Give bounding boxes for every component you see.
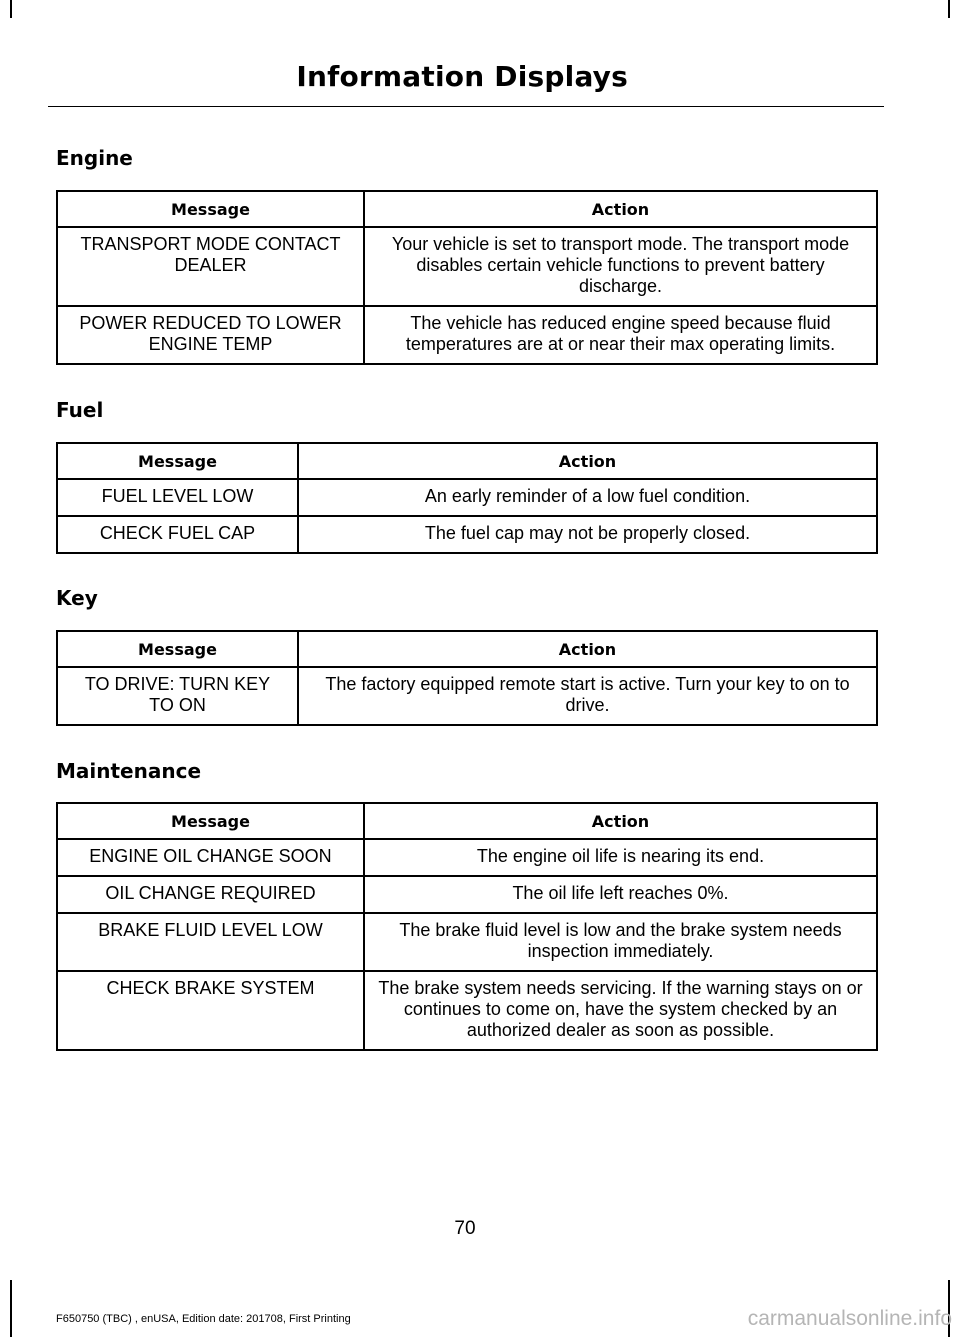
key-table: [56, 630, 878, 726]
message-cell: ENGINE OIL CHANGE SOON: [57, 839, 364, 876]
header-divider: [48, 106, 884, 107]
table-header-row: [57, 631, 877, 667]
column-header-action: Action: [364, 803, 877, 839]
table-row: [57, 971, 877, 1050]
action-cell: An early reminder of a low fuel condition.: [298, 479, 877, 516]
message-cell: TRANSPORT MODE CONTACT DEALER: [57, 227, 364, 306]
message-cell: FUEL LEVEL LOW: [57, 479, 298, 516]
table-row: [57, 839, 877, 876]
section-heading-maintenance: Maintenance: [56, 759, 202, 783]
message-cell: TO DRIVE: TURN KEY TO ON: [57, 667, 298, 725]
action-cell: The brake system needs servicing. If the warning stays on or continues to come on, have the system checked by an authorized dealer as soon as possible.: [364, 971, 877, 1050]
column-header-message: Message: [57, 191, 364, 227]
action-cell: The engine oil life is nearing its end.: [364, 839, 877, 876]
action-cell: The brake fluid level is low and the brake system needs inspection immediately.: [364, 913, 877, 971]
action-cell: Your vehicle is set to transport mode. The transport mode disables certain vehicle functions to prevent battery discharge.: [364, 227, 877, 306]
table-row: [57, 306, 877, 364]
footer-edition-info: F650750 (TBC) , enUSA, Edition date: 201708, First Printing: [56, 1313, 351, 1325]
crop-mark: [10, 1280, 12, 1337]
column-header-action: Action: [298, 443, 877, 479]
watermark: carmanualsonline.info: [747, 1307, 952, 1330]
column-header-message: Message: [57, 803, 364, 839]
message-cell: POWER REDUCED TO LOWER ENGINE TEMP: [57, 306, 364, 364]
message-cell: BRAKE FLUID LEVEL LOW: [57, 913, 364, 971]
column-header-action: Action: [364, 191, 877, 227]
section-heading-engine: Engine: [56, 146, 133, 170]
table-row: [57, 227, 877, 306]
section-heading-key: Key: [56, 586, 98, 610]
table-row: [57, 479, 877, 516]
table-row: [57, 516, 877, 553]
message-cell: OIL CHANGE REQUIRED: [57, 876, 364, 913]
table-header-row: [57, 191, 877, 227]
message-cell: CHECK BRAKE SYSTEM: [57, 971, 364, 1050]
column-header-message: Message: [57, 443, 298, 479]
table-row: [57, 667, 877, 725]
action-cell: The vehicle has reduced engine speed because fluid temperatures are at or near their max operating limits.: [364, 306, 877, 364]
action-cell: The fuel cap may not be properly closed.: [298, 516, 877, 553]
table-header-row: [57, 443, 877, 479]
table-header-row: [57, 803, 877, 839]
action-cell: The oil life left reaches 0%.: [364, 876, 877, 913]
table-row: [57, 876, 877, 913]
page-number: 70: [454, 1218, 476, 1239]
crop-mark: [10, 0, 12, 18]
engine-table: [56, 190, 878, 365]
table-row: [57, 913, 877, 971]
page-title: Information Displays: [296, 60, 628, 93]
message-cell: CHECK FUEL CAP: [57, 516, 298, 553]
column-header-message: Message: [57, 631, 298, 667]
maintenance-table: [56, 802, 878, 1051]
section-heading-fuel: Fuel: [56, 398, 104, 422]
column-header-action: Action: [298, 631, 877, 667]
fuel-table: [56, 442, 878, 554]
crop-mark: [948, 0, 950, 18]
action-cell: The factory equipped remote start is active. Turn your key to on to drive.: [298, 667, 877, 725]
